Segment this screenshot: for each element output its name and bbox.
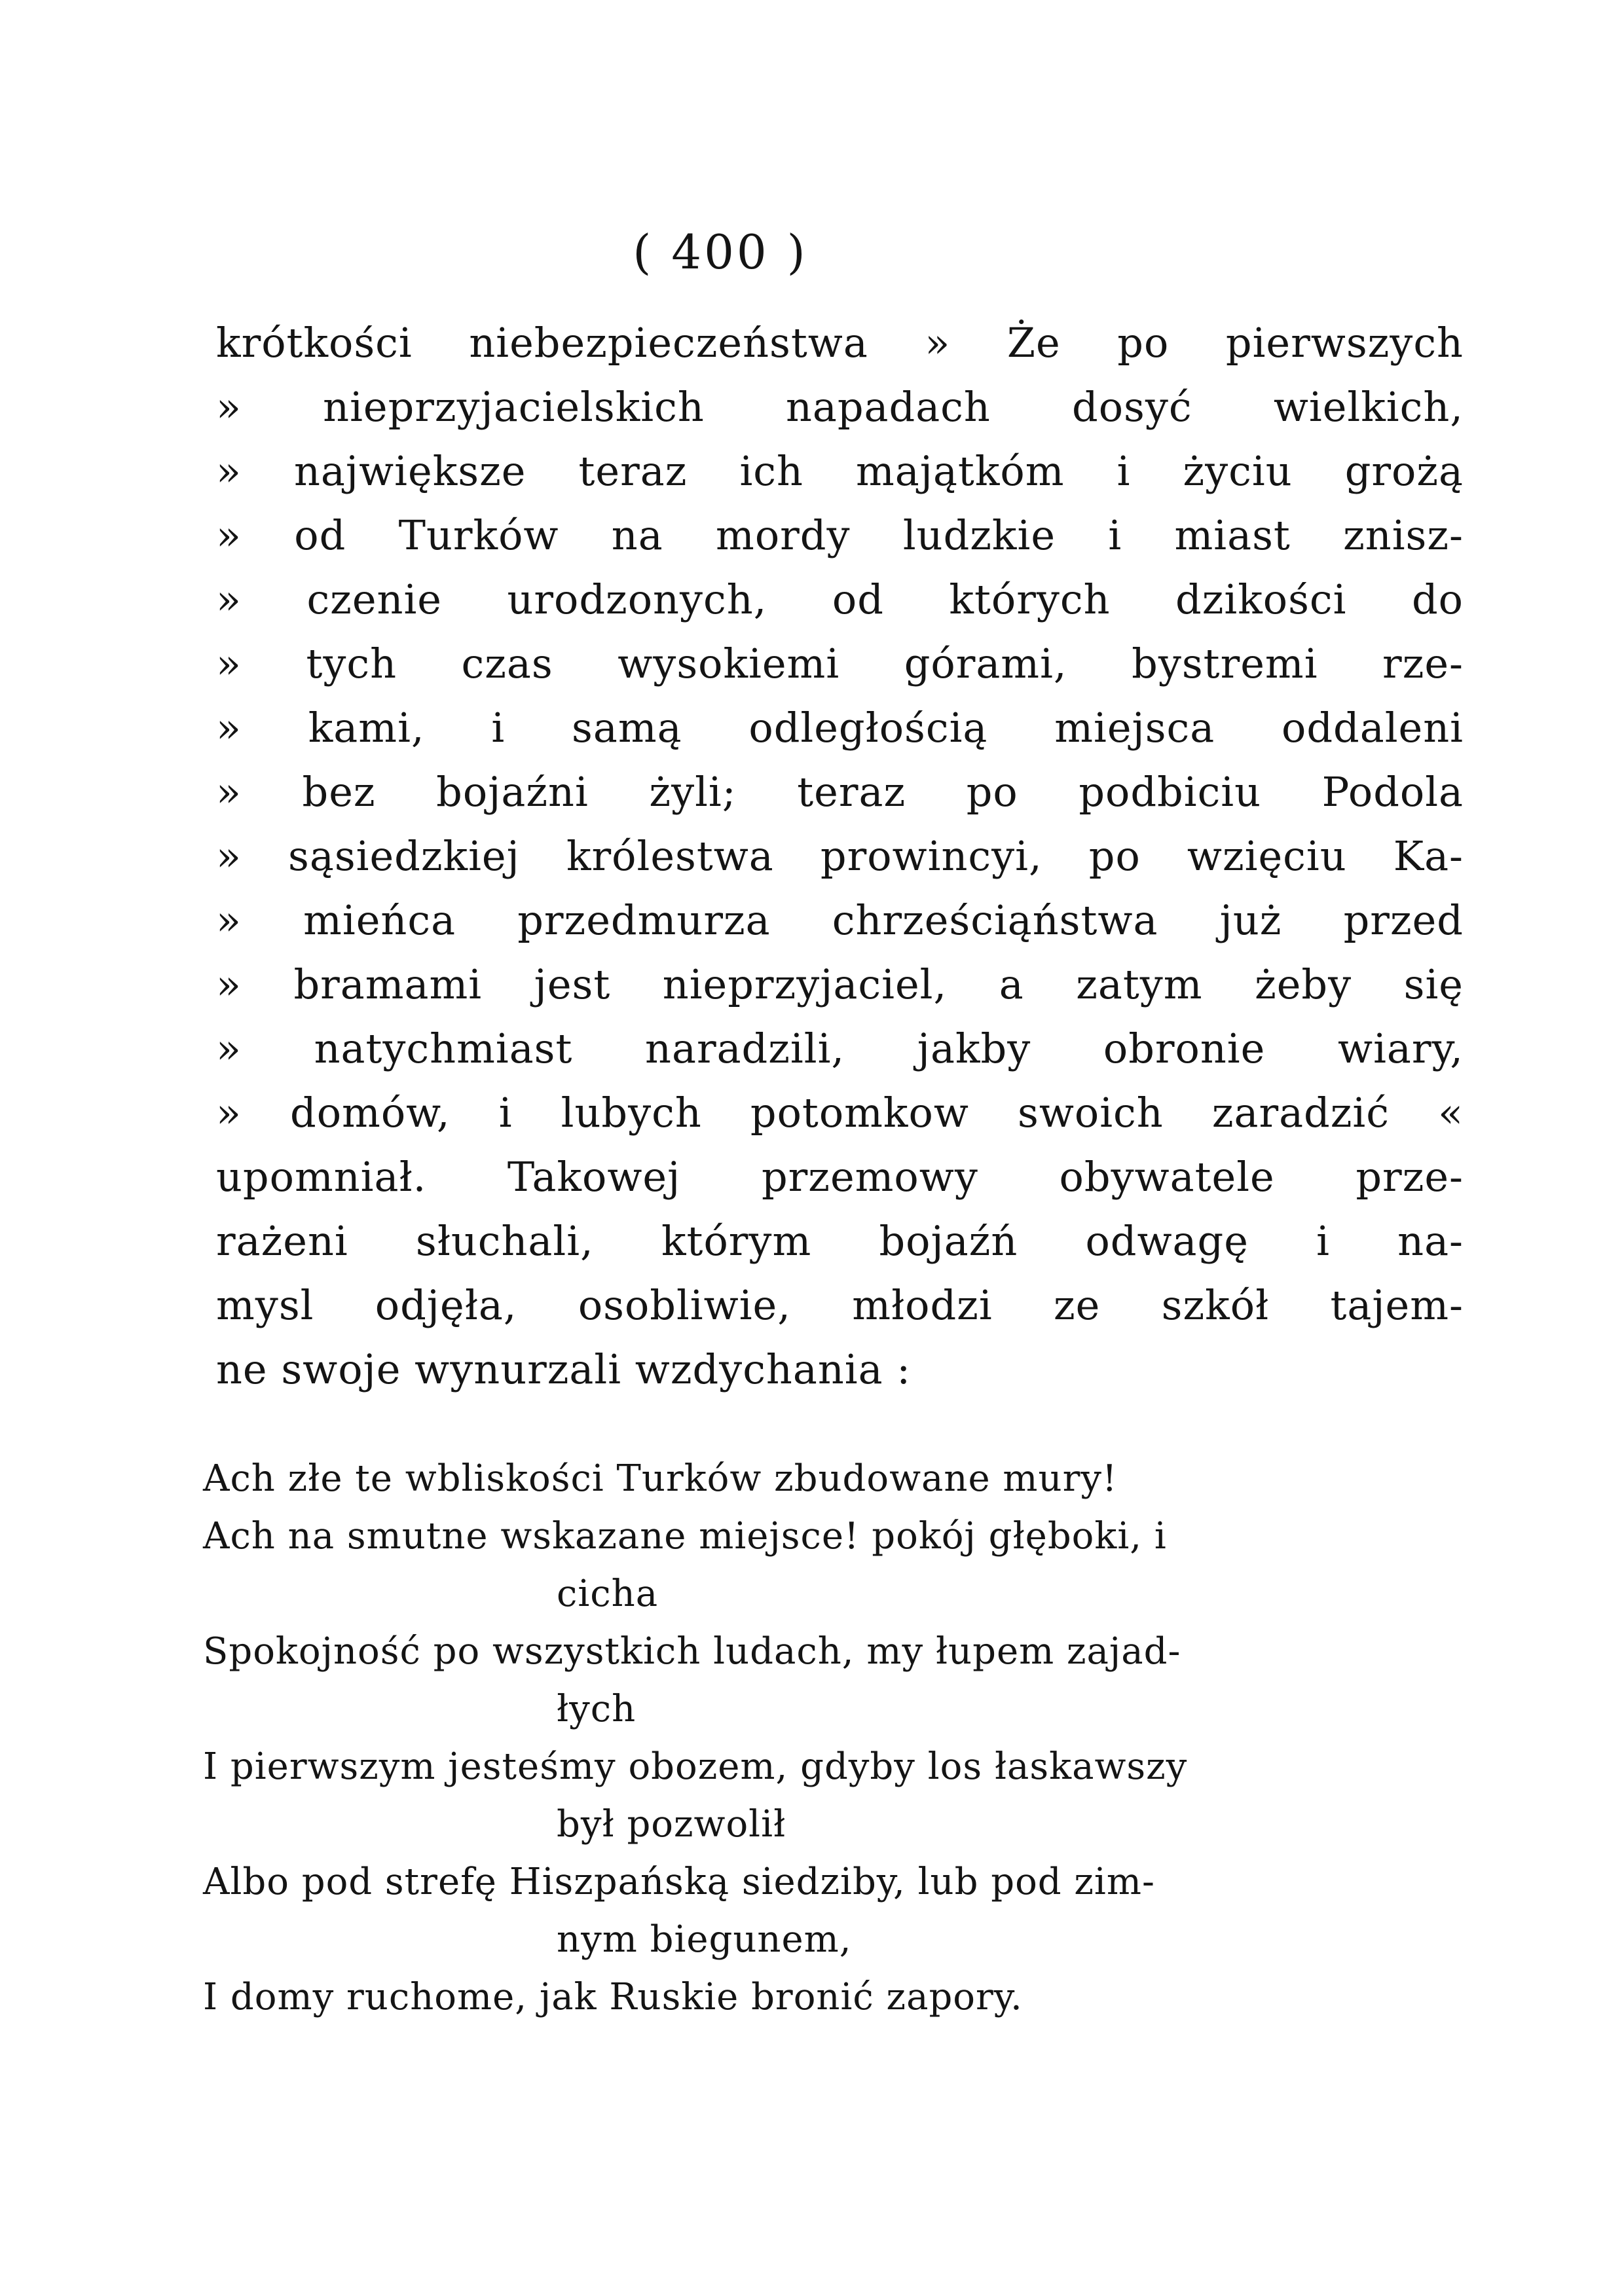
prose-line: » natychmiast naradzili, jakby obronie wiary, <box>216 1025 1464 1072</box>
verse-stanza <box>203 1450 1473 2026</box>
verse-line-continuation: był pozwolił <box>557 1803 786 1846</box>
prose-line: » bez bojaźni żyli; teraz po podbiciu Podola <box>216 768 1464 816</box>
verse-line: I domy ruchome, jak Ruskie bronić zapory. <box>203 1976 1023 2018</box>
verse-line: Spokojność po wszystkich ludach, my łupem zajad- <box>203 1630 1181 1673</box>
verse-line-continuation: łych <box>557 1688 637 1730</box>
prose-line: » kami, i samą odległością miejsca oddaleni <box>216 704 1464 752</box>
prose-line: » największe teraz ich majątkóm i życiu grożą <box>216 447 1464 495</box>
page-number: ( 400 ) <box>633 225 808 280</box>
verse-line: Ach złe te wbliskości Turków zbudowane mury! <box>203 1457 1118 1500</box>
prose-line: krótkości niebezpieczeństwa » Że po pierwszych <box>216 319 1464 367</box>
prose-line: » sąsiedzkiej królestwa prowincyi, po wzięciu Ka- <box>216 832 1464 880</box>
verse-line: Ach na smutne wskazane miejsce! pokój głęboki, i <box>203 1515 1167 1558</box>
prose-line: rażeni słuchali, którym bojaźń odwagę i na- <box>216 1217 1464 1265</box>
prose-line: » czenie urodzonych, od których dzikości do <box>216 575 1464 623</box>
prose-paragraph <box>216 311 1464 1402</box>
prose-line: upomniał. Takowej przemowy obywatele prze- <box>216 1153 1464 1201</box>
verse-line-continuation: cicha <box>557 1573 659 1615</box>
prose-line: » mieńca przedmurza chrześciąństwa już przed <box>216 896 1464 944</box>
prose-line: » od Turków na mordy ludzkie i miast znisz- <box>216 511 1464 559</box>
prose-line: » tych czas wysokiemi górami, bystremi rze- <box>216 640 1464 687</box>
prose-line: ne swoje wynurzali wzdychania : <box>216 1345 912 1393</box>
verse-line: Albo pod strefę Hiszpańską siedziby, lub pod zim- <box>203 1861 1155 1903</box>
prose-line: mysl odjęła, osobliwie, młodzi ze szkół tajem- <box>216 1281 1464 1329</box>
verse-line-continuation: nym biegunem, <box>557 1918 852 1961</box>
prose-line: » bramami jest nieprzyjaciel, a zatym żeby się <box>216 960 1464 1008</box>
verse-line: I pierwszym jesteśmy obozem, gdyby los łaskawszy <box>203 1745 1188 1788</box>
prose-line: » nieprzyjacielskich napadach dosyć wielkich, <box>216 383 1464 431</box>
prose-line: » domów, i lubych potomkow swoich zaradzić « <box>216 1089 1464 1137</box>
